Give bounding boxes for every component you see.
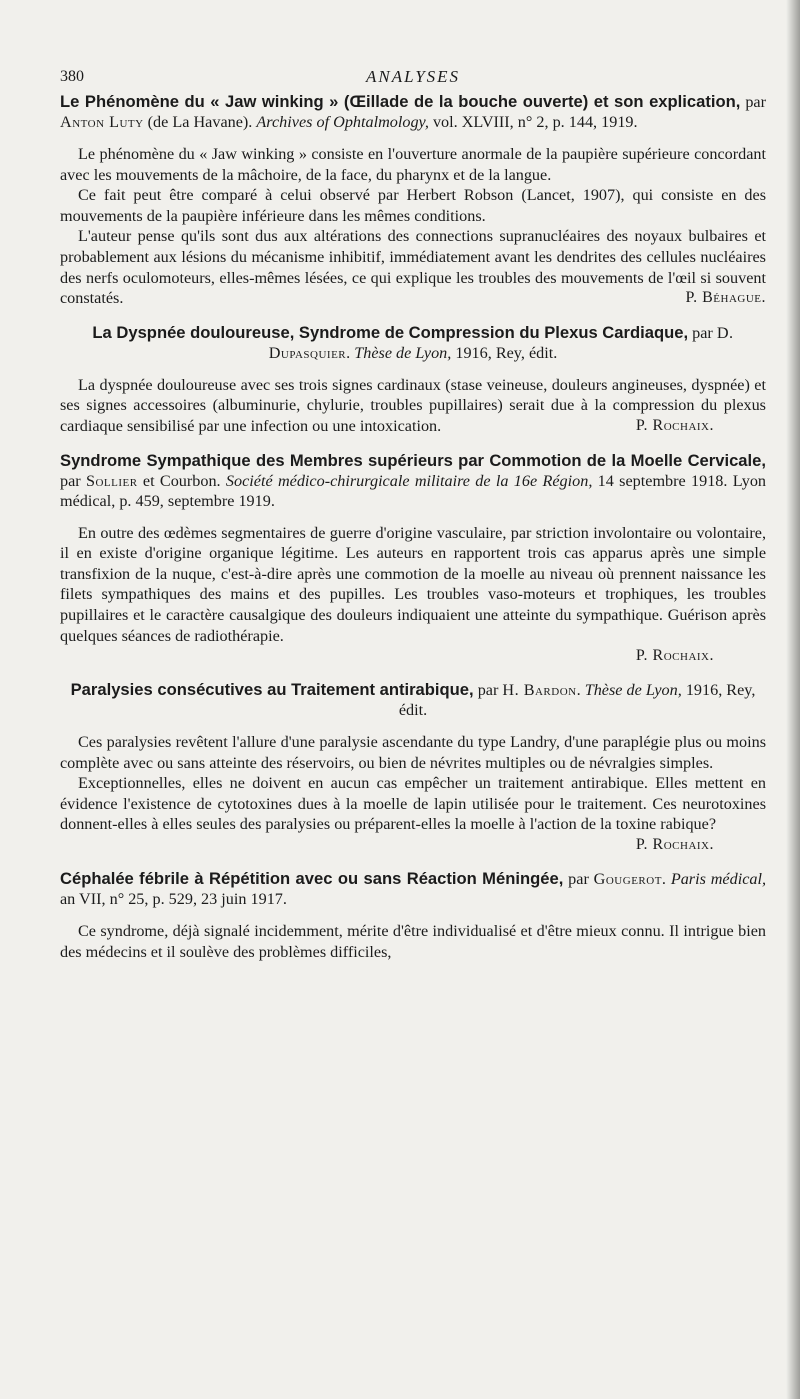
article-citation: an VII, n° 25, p. 529, 23 juin 1917. (60, 890, 287, 909)
running-title: ANALYSES (365, 67, 461, 86)
article-title: Céphalée fébrile à Répétition avec ou sans Réaction Méningée, (60, 869, 564, 889)
article-paragraph: Le phénomène du « Jaw winking » consiste en l'ouverture anormale de la paupière supérieure concordant avec les mouvements de la mâchoire, de la face, du pharynx et de la langue. (60, 145, 766, 184)
page-edge-shadow (786, 0, 800, 1399)
article-title: La Dyspnée douloureuse, Syndrome de Compression du Plexus Cardiaque, (92, 322, 689, 342)
article-paragraph: En outre des œdèmes segmentaires de guerre d'origine vasculaire, par striction involontaire ou volontaire, il en existe d'origine organique légitime. Les auteurs en rapportent trois cas apparus après une simple transfixion de la nuque, c'est-à-dire après une commotion de la moelle au niveau où prennent naissance les filets sympathiques des mains et des pupilles. Les troubles vaso-moteurs et trophiques, les troubles pupillaires et le caractère causalgique des douleurs indiquaient une atteinte du sympathique. Guérison après quelques séances de radiothérapie. (60, 523, 766, 645)
journal-page (60, 62, 766, 976)
page-header (60, 62, 766, 92)
article-3 (60, 451, 766, 667)
article-signature: P. Rochaix. (635, 836, 714, 854)
article-signature: P. Rochaix. (635, 416, 714, 434)
article-journal: Paris médical, (670, 870, 767, 889)
article-signature: P. Béhague. (685, 289, 766, 307)
article-heading: Syndrome Sympathique des Membres supérieurs par Commotion de la Moelle Cervicale, par Sollier et Courbon. Société médico-chirurgicale militaire de la 16e Région, 14 septembre 1918. Lyon médical, p. 459, septembre 1919. (60, 450, 767, 510)
article-paragraph: Exceptionnelles, elles ne doivent en aucun cas empêcher un traitement antirabique. Elles mettent en évidence l'existence de cytotoxines dues à la moelle de lapin utilisée pour le traitement. Ces neurotoxines donnent-elles à elles seules des paralysies ou préparent-elles la moelle à l'action de la toxine rabique? (60, 774, 766, 834)
article-journal: Archives of Ophtalmology, (256, 113, 429, 131)
article-heading: Le Phénomène du « Jaw winking » (Œillade de la bouche ouverte) et son explication, par Anton Luty (de La Havane). Archives of Ophtalmology, vol. XLVIII, n° 2, p. 144, 1919. (60, 92, 766, 131)
article-paragraph: L'auteur pense qu'ils sont dus aux altérations des connections supranucléaires des noyaux bulbaires et probablement aux lésions du mécanisme inhibitif, immédiatement avant les dendrites des cellules nucléaires des nerfs oculomoteurs, elles-mêmes lésées, ce qui explique les troubles des mouvements de l'œil si souvent constatés. P. Béhague. (60, 227, 766, 308)
article-author: Anton Luty (60, 113, 144, 131)
article-journal: Société médico-chirurgicale militaire de la 16e Région, (225, 471, 593, 490)
article-4 (60, 680, 766, 855)
article-signature: P. Rochaix. (635, 647, 714, 665)
article-author: Sollier (85, 471, 138, 490)
article-citation: vol. XLVIII, n° 2, p. 144, 1919. (428, 113, 638, 131)
article-2 (60, 323, 766, 437)
article-citation: 1916, Rey, édit. (451, 343, 558, 362)
article-author: H. Bardon (502, 681, 577, 700)
article-title: Syndrome Sympathique des Membres supérieurs par Commotion de la Moelle Cervicale, (60, 450, 766, 470)
article-title: Le Phénomène du « Jaw winking » (Œillade de la bouche ouverte) et son explication, (60, 92, 741, 111)
article-heading: Paralysies consécutives au Traitement antirabique, par H. Bardon. Thèse de Lyon, 1916, Rey, édit. (70, 680, 756, 720)
article-journal: Thèse de Lyon, (584, 681, 682, 700)
article-paragraph: La dyspnée douloureuse avec ses trois signes cardinaux (stase veineuse, douleurs angineuses, dyspnée) et ses signes accessoires (albuminurie, chylurie, troubles pupillaires) serait due à la compression du plexus cardiaque sensibilisé par une infection ou une intoxication. P. Rochaix. (60, 375, 766, 435)
article-citation: 14 septembre 1918. Lyon médical, p. 459, septembre 1919. (60, 471, 767, 510)
article-heading: La Dyspnée douloureuse, Syndrome de Compression du Plexus Cardiaque, par D. Dupasquier. Thèse de Lyon, 1916, Rey, édit. (92, 322, 734, 362)
article-citation: 1916, Rey, édit. (398, 681, 756, 720)
article-paragraph: Ces paralysies revêtent l'allure d'une paralysie ascendante du type Landry, d'une paraplégie plus ou moins complète avec ou sans atteinte des réservoirs, ou bien de névrites multiples ou de névralgies simples. (60, 733, 766, 772)
article-title: Paralysies consécutives au Traitement antirabique, (70, 680, 474, 700)
page-number: 380 (60, 68, 84, 85)
article-1 (60, 92, 766, 309)
article-author: Gougerot (593, 870, 662, 889)
article-paragraph: Ce syndrome, déjà signalé incidemment, mérite d'être individualisé et d'être mieux connu. Il intrigue bien des médecins et il soulève des problèmes difficiles, (60, 922, 766, 961)
article-paragraph: Ce fait peut être comparé à celui observé par Herbert Robson (Lancet, 1907), qui consiste en des mouvements de la paupière inférieure dans les mêmes conditions. (60, 186, 766, 225)
article-author: D. Dupasquier (268, 323, 734, 362)
article-heading: Céphalée fébrile à Répétition avec ou sans Réaction Méningée, par Gougerot. Paris médical, an VII, n° 25, p. 529, 23 juin 1917. (60, 869, 767, 909)
article-journal: Thèse de Lyon, (354, 343, 452, 362)
article-5 (60, 869, 766, 962)
